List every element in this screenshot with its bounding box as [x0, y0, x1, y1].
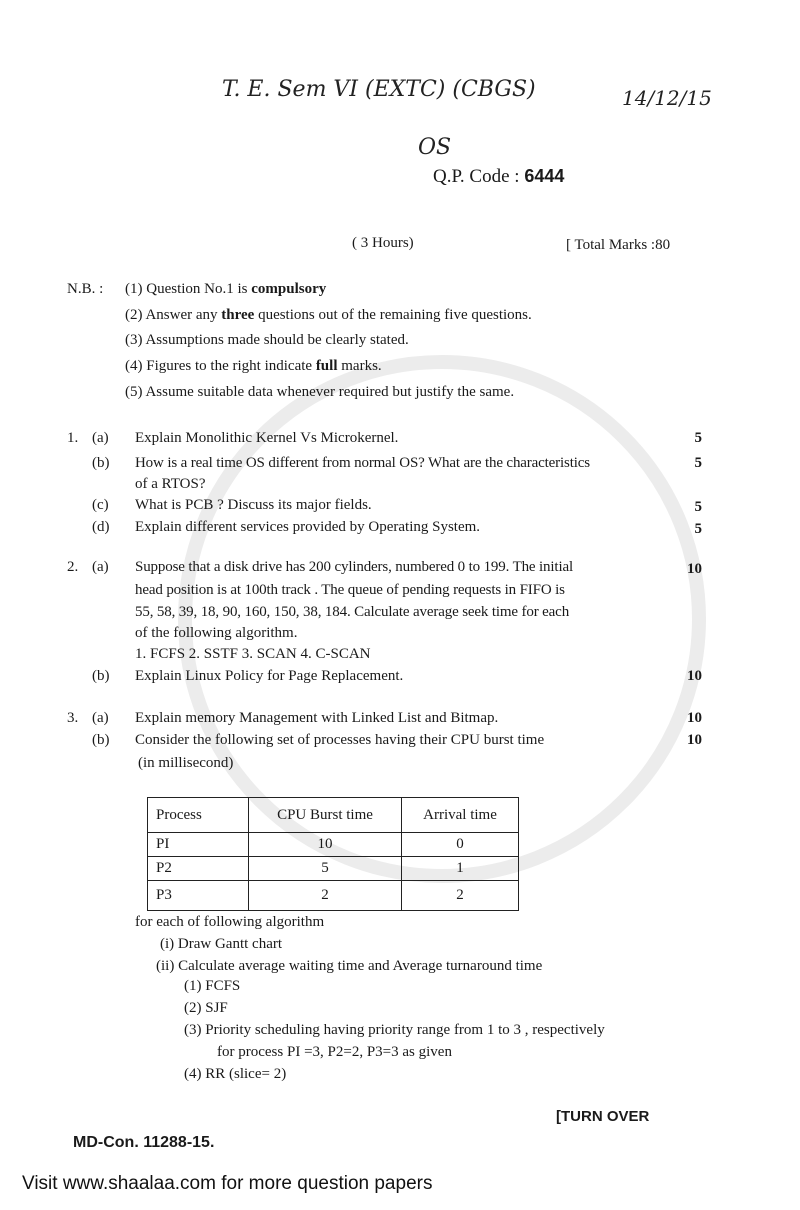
algorithm-item: (2) SJF	[184, 1000, 228, 1016]
marks: 10	[687, 732, 702, 748]
part-label: (b)	[92, 732, 110, 748]
table-header: Arrival time	[402, 798, 519, 833]
turn-over: [TURN OVER	[556, 1108, 650, 1125]
nb-label: N.B. :	[67, 281, 104, 297]
handwritten-subject: OS	[418, 135, 452, 160]
marks: 5	[694, 521, 702, 537]
part-label: (d)	[92, 519, 110, 535]
part-text: for each of following algorithm	[135, 914, 325, 930]
duration: ( 3 Hours)	[352, 235, 414, 251]
instruction-item: (2) Answer any three questions out of the remaining five questions.	[125, 307, 532, 323]
handwritten-course: T. E. Sem VI (EXTC) (CBGS)	[222, 77, 536, 102]
part-text: Consider the following set of processes having their CPU burst time	[135, 732, 545, 748]
part-label: (a)	[92, 559, 109, 575]
question-number: 1.	[67, 430, 79, 446]
process-table	[147, 797, 519, 911]
part-text: Explain memory Management with Linked List and Bitmap.	[135, 710, 499, 726]
part-text: Suppose that a disk drive has 200 cylinders, numbered 0 to 199. The initial	[135, 559, 573, 575]
part-text: Explain different services provided by Operating System.	[135, 519, 481, 535]
part-text: of the following algorithm.	[135, 625, 298, 641]
paper-code: MD-Con. 11288-15.	[73, 1134, 215, 1151]
table-header: Process	[148, 798, 249, 833]
part-text: head position is at 100th track . The queue of pending requests in FIFO is	[135, 582, 565, 598]
footer-link-text[interactable]: Visit www.shaalaa.com for more question papers	[22, 1173, 433, 1194]
part-text: (in millisecond)	[138, 755, 234, 771]
part-label: (b)	[92, 455, 110, 471]
handwritten-date: 14/12/15	[622, 86, 712, 110]
question-number: 2.	[67, 559, 79, 575]
part-label: (a)	[92, 430, 109, 446]
algorithm-item: (1) FCFS	[184, 978, 241, 994]
instruction-item: (1) Question No.1 is compulsory	[125, 281, 327, 297]
algorithm-item: for process PI =3, P2=2, P3=3 as given	[217, 1044, 452, 1060]
table-row: P2 5 1	[148, 857, 519, 881]
part-text: 55, 58, 39, 18, 90, 160, 150, 38, 184. Calculate average seek time for each	[135, 604, 570, 620]
marks: 5	[694, 499, 702, 515]
qp-code-label: Q.P. Code :	[433, 166, 520, 187]
part-label: (a)	[92, 710, 109, 726]
part-text: What is PCB ? Discuss its major fields.	[135, 497, 372, 513]
part-text: of a RTOS?	[135, 476, 206, 492]
table-row: PI 10 0	[148, 833, 519, 857]
part-text: Explain Linux Policy for Page Replacement.	[135, 668, 404, 684]
marks: 5	[694, 455, 702, 471]
question-number: 3.	[67, 710, 79, 726]
part-text: How is a real time OS different from normal OS? What are the characteristics	[135, 455, 590, 471]
total-marks: [ Total Marks :80	[566, 237, 671, 253]
footer-bar	[0, 1168, 800, 1210]
table-header: CPU Burst time	[249, 798, 402, 833]
task-item: (ii) Calculate average waiting time and Average turnaround time	[156, 958, 543, 974]
table-row: P3 2 2	[148, 881, 519, 911]
marks: 10	[687, 668, 702, 684]
part-text: 1. FCFS 2. SSTF 3. SCAN 4. C-SCAN	[135, 646, 371, 662]
qp-code	[433, 166, 564, 187]
instruction-item: (4) Figures to the right indicate full marks.	[125, 358, 382, 374]
algorithm-item: (3) Priority scheduling having priority range from 1 to 3 , respectively	[184, 1022, 605, 1038]
part-label: (c)	[92, 497, 109, 513]
instruction-item: (5) Assume suitable data whenever required but justify the same.	[125, 384, 515, 400]
marks: 10	[687, 561, 702, 577]
qp-code-value: 6444	[524, 166, 565, 186]
task-item: (i) Draw Gantt chart	[160, 936, 283, 952]
part-label: (b)	[92, 668, 110, 684]
marks: 5	[694, 430, 702, 446]
instruction-item: (3) Assumptions made should be clearly stated.	[125, 332, 409, 348]
marks: 10	[687, 710, 702, 726]
algorithm-item: (4) RR (slice= 2)	[184, 1066, 287, 1082]
part-text: Explain Monolithic Kernel Vs Microkernel.	[135, 430, 399, 446]
